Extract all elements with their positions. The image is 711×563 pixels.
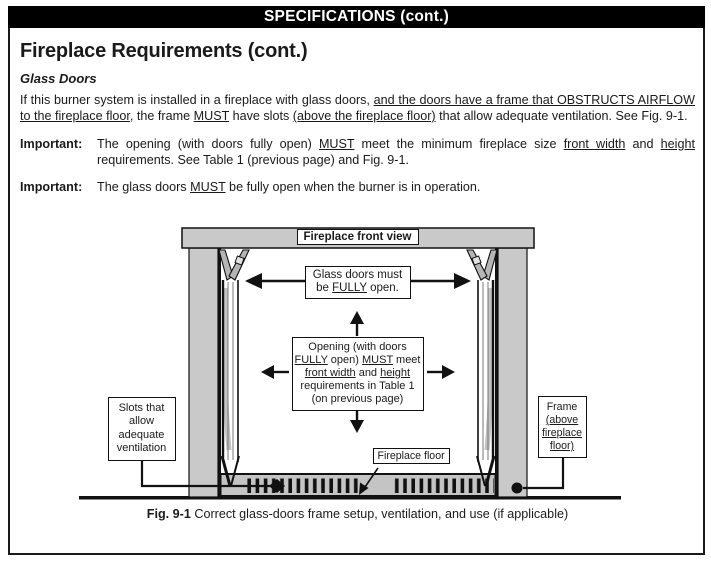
fireplace-diagram [73,222,643,504]
up-arrow [350,311,364,324]
left-arrow [261,365,274,379]
important-text: The opening (with doors fully open) MUST meet the minimum fireplace size front width and height requirements. See Table 1 (previous page) and Fig. 9-1. [97,137,695,167]
left-glass-door [219,250,249,486]
right-arrow [442,365,455,379]
frame-connector-line [523,456,563,488]
figure-caption-number: Fig. 9-1 [146,506,191,521]
glass-doors-label: Glass doors must be FULLY open. [305,266,411,299]
important-note-2 [20,180,695,196]
important-note-1 [20,137,695,168]
frame-label: Frame (above fireplace floor) [538,396,587,459]
subsection-title: Glass Doors [20,71,97,86]
figure-9-1 [20,222,695,521]
left-column [189,248,218,497]
opening-requirements-label: Opening (with doors FULLY open) MUST meet front width and height requirements in Table 1 (on previous page) [292,337,424,411]
fireplace-floor-label: Fireplace floor [373,448,450,464]
page-title: Fireplace Requirements (cont.) [20,40,308,62]
right-opening-edge [495,248,498,496]
frame-connector-dot-marker [511,482,522,493]
content-box [8,28,705,555]
manual-page [8,6,705,555]
right-glass-door [467,250,497,486]
section-header-text: SPECIFICATIONS (cont.) [264,8,449,25]
figure-caption-text: Correct glass-doors frame setup, ventilation, and use (if applicable) [190,506,569,521]
front-view-label: Fireplace front view [296,229,418,245]
important-label: Important: [20,180,83,194]
important-text: The glass doors MUST be fully open when the burner is in operation. [97,180,481,194]
section-header-bar [8,6,705,28]
important-label: Important: [20,137,83,151]
slots-label: Slots that allow adequate ventilation [108,397,176,461]
ventilation-slots-right [394,478,494,493]
intro-paragraph: If this burner system is installed in a fireplace with glass doors, and the doors have a frame that OBSTRUCTS AIRFLOW to the fireplace floor, the frame MUST have slots (above the fireplace floor) that allow adequate ventilation. See Fig. 9-1. [20,93,695,123]
down-arrow [350,420,364,433]
figure-caption [20,507,695,521]
left-opening-edge [218,248,221,496]
right-column [498,248,527,497]
